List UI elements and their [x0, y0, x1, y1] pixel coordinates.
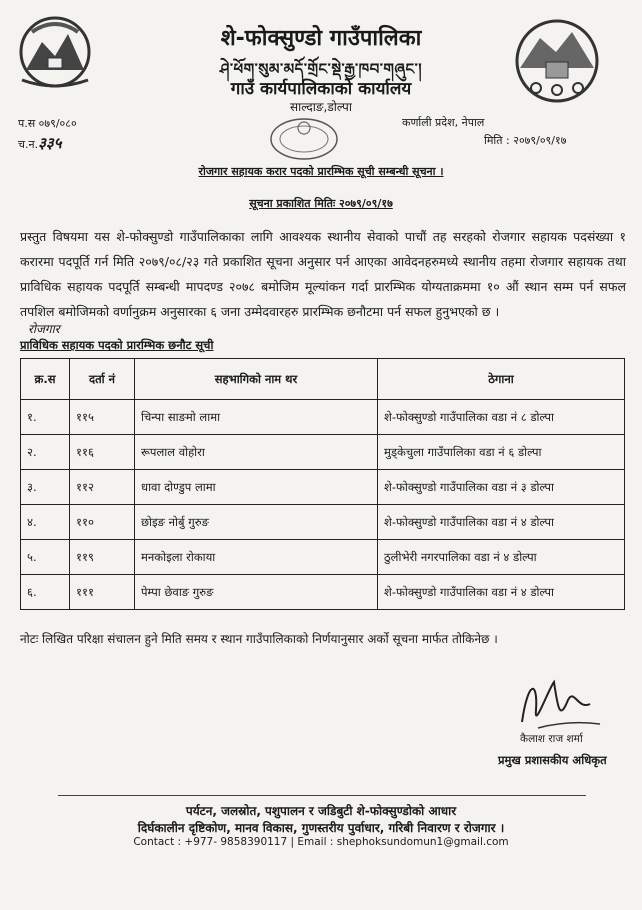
office-title: गाउँ कार्यपालिकाको कार्यालय — [230, 79, 412, 99]
signature — [508, 670, 608, 740]
municipality-title: शे-फोक्सुण्डो गाउँपालिका — [220, 26, 422, 51]
dispatch-label: च.न. — [18, 138, 39, 151]
table-row — [21, 435, 625, 470]
registration-cell: ११५ — [70, 400, 135, 435]
table-row — [21, 400, 625, 435]
signatory-title: प्रमुख प्रशासकीय अधिकृत — [498, 753, 607, 767]
footer-slogan-2: दिर्घकालीन दृष्टिकोण, मानव विकास, गुणस्तरीय पुर्वाधार, गरिबी निवारण र रोजगार । — [137, 821, 505, 835]
serial-cell: ३. — [21, 470, 70, 505]
column-header: सहभागिको नाम थर — [135, 359, 378, 400]
address-cell: मुड्केचुला गाउँपालिका वडा नं ६ डोल्पा — [378, 435, 625, 470]
footer-contact: Contact : +977- 9858390117 | Email : shephoksundomun1@gmail.com — [133, 836, 509, 848]
table-row — [21, 505, 625, 540]
issue-date: मिति : २०७९/०९/१७ — [484, 134, 567, 147]
address-cell: शे-फोक्सुण्डो गाउँपालिका वडा नं ४ डोल्पा — [378, 575, 625, 610]
name-cell: चिन्पा साङमो लामा — [135, 400, 378, 435]
tibetan-title: ཤེ་ཕོག་སུམ་མདོ་གྲོང་སྡེ་རྒྱ་ཁབ་གཞུང་། — [219, 60, 423, 78]
address-cell: शे-फोक्सुण्डो गाउँपालिका वडा नं ४ डोल्पा — [378, 505, 625, 540]
registration-cell: ११० — [70, 505, 135, 540]
serial-cell: ६. — [21, 575, 70, 610]
notice-body: प्रस्तुत विषयमा यस शे-फोक्सुण्डो गाउँपालिकाका लागि आवश्यक स्थानीय सेवाको पाचौं तह सरहको रोजगार सहायक पदसंख्या १ करारमा पदपूर्ति गर्न मिति २०७९/०८/२३ गते प्रकाशित सूचना अनुसार पर्न आएका आवेदनहरुमध्ये स्थानीय तहमा रोजगार सहायक तथा प्राविधिक सहायक पदपूर्ति सम्बन्धी मापदण्ड २०७८ बमोजिम मूल्यांकन गर्दा प्रारम्भिक योग्यताक्रममा १० औं स्थान सम्म पर्न सफल तपशिल बमोजिमको वर्णानुक्रम अनुसारका ६ जना उम्मेदवारहरु प्रारम्भिक छनौटमा पर्न सफल हुनुभएको छ । — [20, 229, 626, 319]
handwritten-note: रोजगार — [28, 322, 60, 336]
footer-slogan-1: पर्यटन, जलस्रोत, पशुपालन र जडिबुटी शे-फोक्सुण्डोको आधार — [185, 804, 457, 818]
registration-cell: १११ — [70, 575, 135, 610]
reference-number: प.स ०७९/०८० — [18, 117, 77, 130]
address-cell: शे-फोक्सुण्डो गाउँपालिका वडा नं ३ डोल्पा — [378, 470, 625, 505]
serial-cell: ४. — [21, 505, 70, 540]
column-header: क्र.स — [21, 359, 70, 400]
notice-subject: रोजगार सहायक करार पदको प्रारम्भिक सूची सम्बन्धी सूचना । — [198, 165, 444, 178]
table-row — [21, 575, 625, 610]
candidate-table — [20, 358, 625, 610]
registration-cell: ११९ — [70, 540, 135, 575]
table-row — [21, 540, 625, 575]
serial-cell: २. — [21, 435, 70, 470]
publish-date: सूचना प्रकाशित मितिः २०७९/०९/१७ — [249, 197, 393, 210]
registration-cell: ११२ — [70, 470, 135, 505]
column-header: दर्ता नं — [70, 359, 135, 400]
column-header: ठेगाना — [378, 359, 625, 400]
footer-divider — [58, 795, 586, 796]
signatory-name: कैलाश राज शर्मा — [520, 733, 583, 745]
registration-cell: ११६ — [70, 435, 135, 470]
name-cell: पेम्पा छेवाङ गुरुङ — [135, 575, 378, 610]
address-cell: शे-फोक्सुण्डो गाउँपालिका वडा नं ८ डोल्पा — [378, 400, 625, 435]
dispatch-number — [18, 133, 62, 153]
province-text: कर्णाली प्रदेश, नेपाल — [402, 116, 485, 129]
table-row — [21, 470, 625, 505]
office-location: साल्दाङ,डोल्पा — [290, 100, 352, 114]
dispatch-handwritten: ३३५ — [38, 134, 62, 152]
name-cell: धावा दोण्डुप लामा — [135, 470, 378, 505]
table-header-row — [21, 359, 625, 400]
exam-note: नोटः लिखित परिक्षा संचालन हुने मिति समय र स्थान गाउँपालिकाको निर्णयानुसार अर्को सूचना मार्फत तोकिनेछ । — [20, 632, 498, 646]
serial-cell: ५. — [21, 540, 70, 575]
name-cell: छोइङ नोर्बु गुरुङ — [135, 505, 378, 540]
name-cell: रूपलाल वोहोरा — [135, 435, 378, 470]
name-cell: मनकोइला रोकाया — [135, 540, 378, 575]
address-cell: ठुलीभेरी नगरपालिका वडा नं ४ डोल्पा — [378, 540, 625, 575]
table-title: प्राविधिक सहायक पदको प्रारम्भिक छनौट सूची — [20, 338, 214, 352]
serial-cell: १. — [21, 400, 70, 435]
office-stamp — [268, 116, 340, 162]
